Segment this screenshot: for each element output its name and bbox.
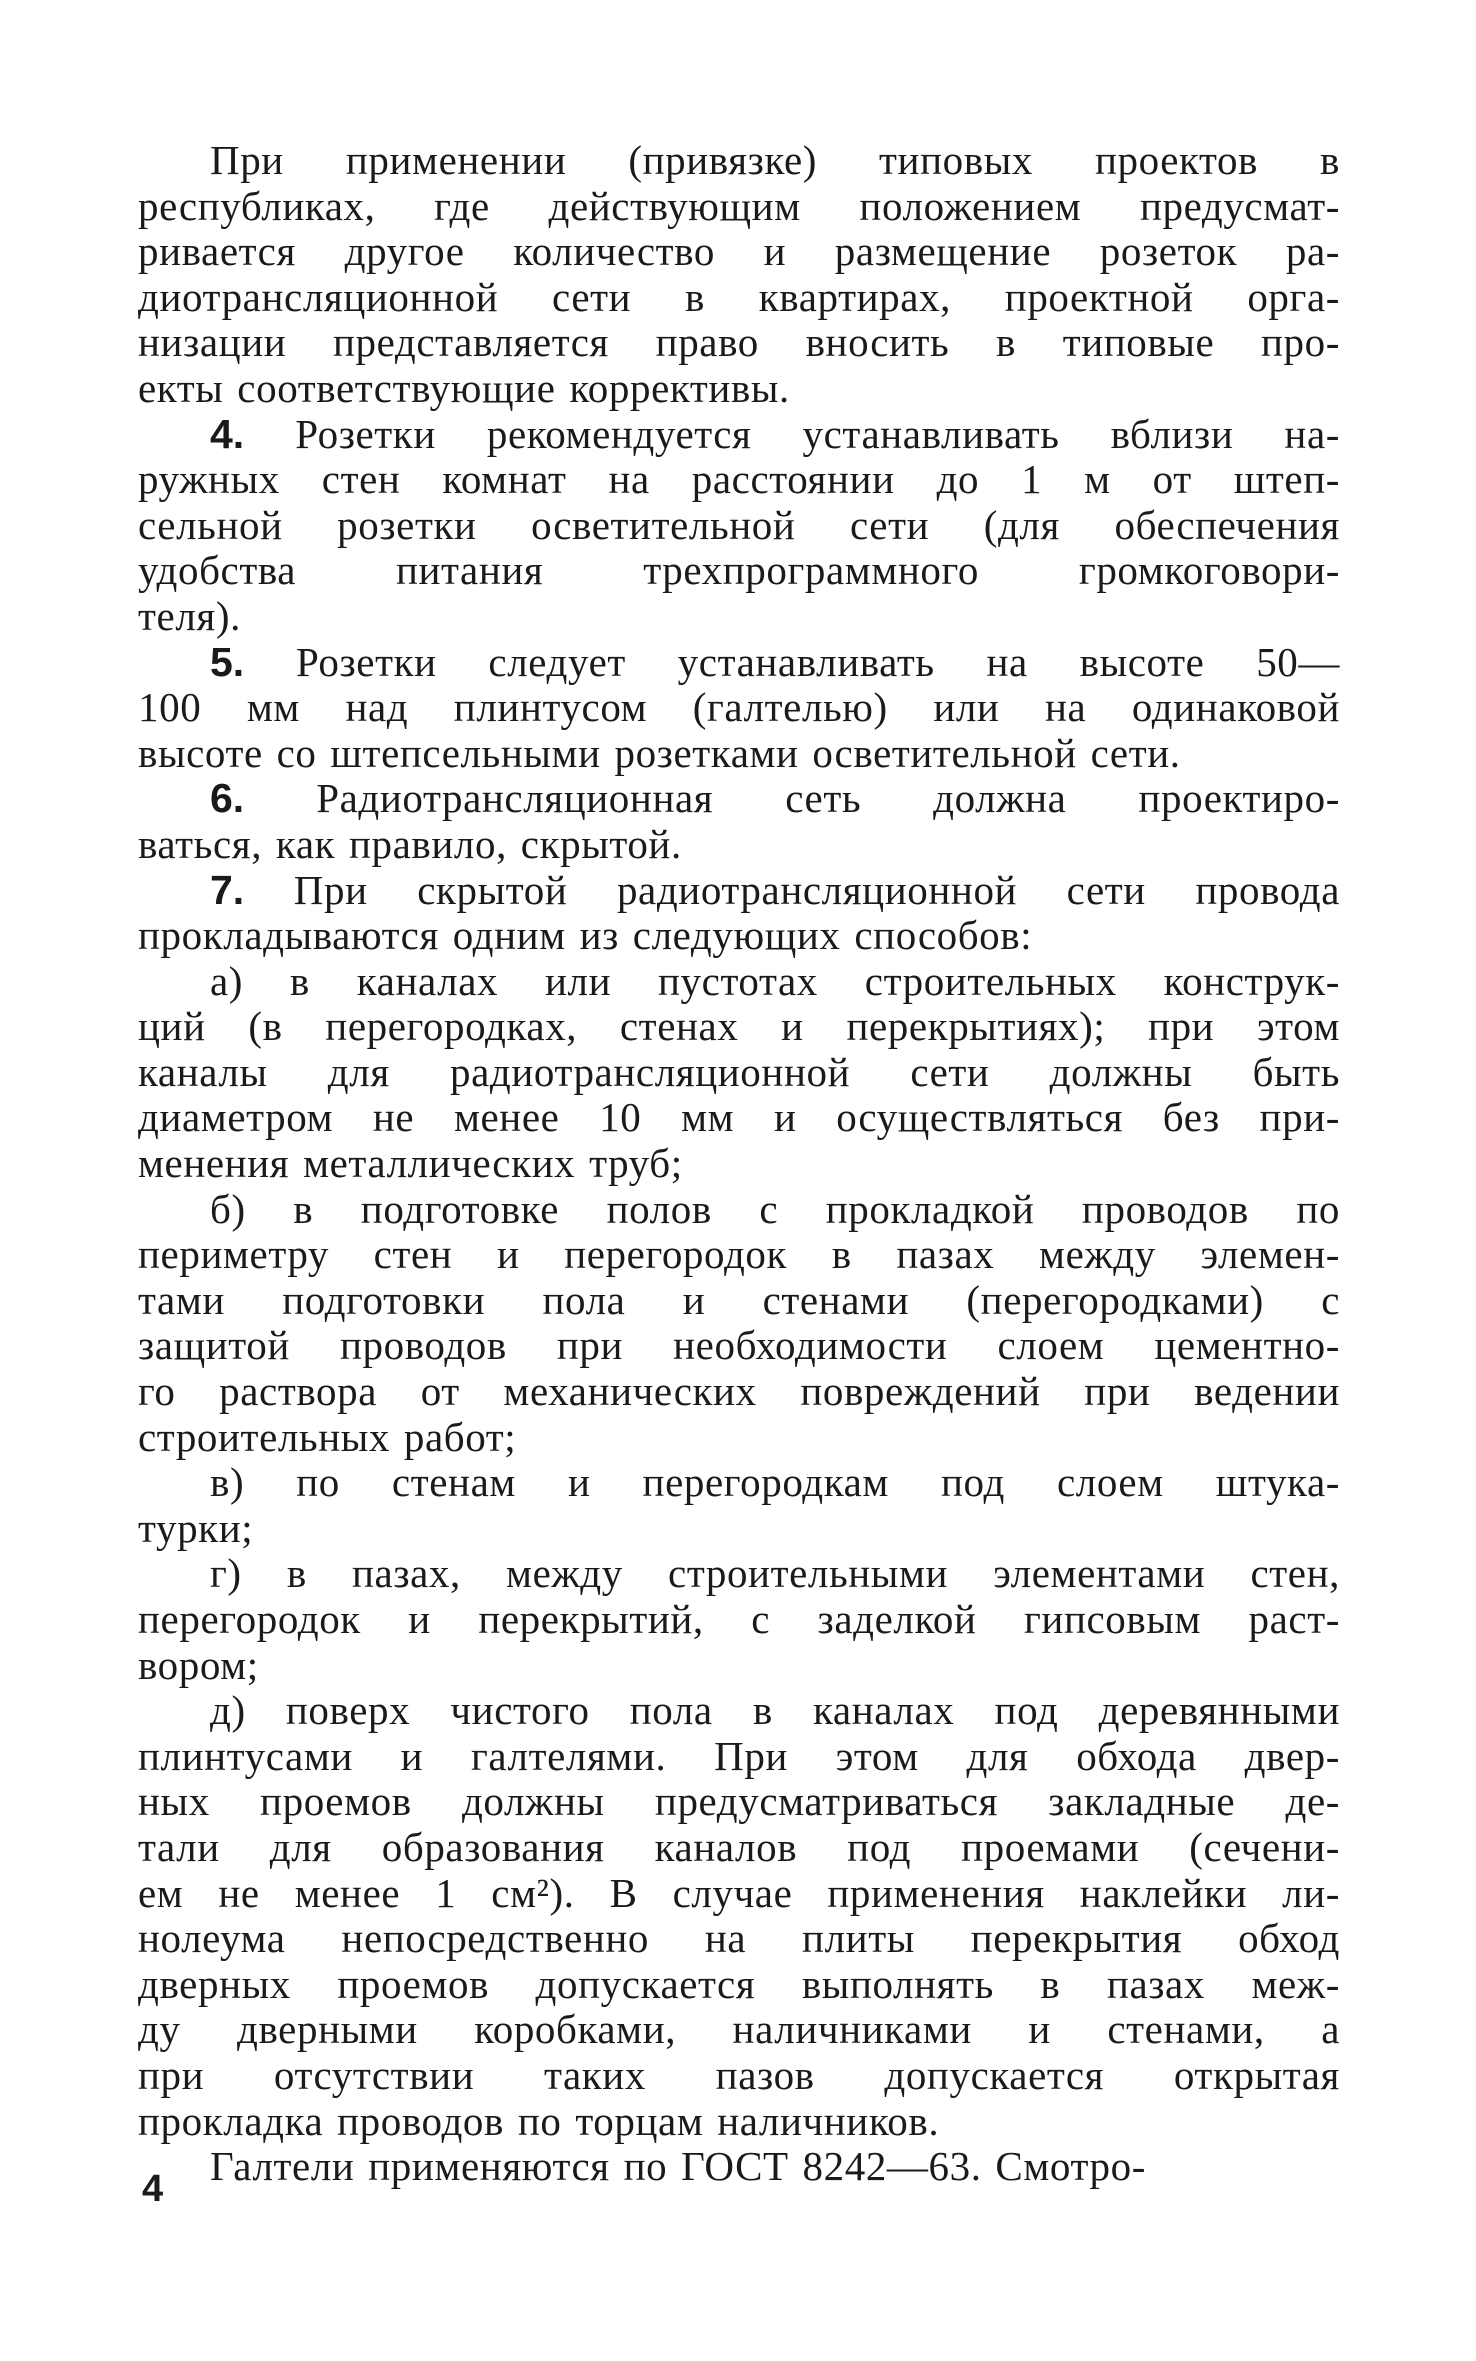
line-text: Розетки рекомендуется устанавливать вблизи на-	[244, 410, 1340, 457]
text-line	[138, 1506, 1340, 1552]
line-text: менения металлических труб;	[138, 1140, 683, 1187]
paragraph	[138, 776, 1340, 867]
page-number: 4	[142, 2168, 164, 2210]
line-text: вором;	[138, 1641, 259, 1688]
line-text: Розетки следует устанавливать на высоте 50—	[244, 638, 1340, 685]
line-text: диаметром не менее 10 мм и осуществляться без при-	[138, 1094, 1340, 1141]
line-text: периметру стен и перегородок в пазах между элемен-	[138, 1231, 1340, 1278]
text-line	[138, 1415, 1340, 1461]
text-line	[138, 1551, 1340, 1597]
text-line	[138, 1141, 1340, 1187]
line-text: в) по стенам и перегородкам под слоем штука-	[210, 1459, 1340, 1506]
text-line	[138, 913, 1340, 959]
line-text: г) в пазах, между строительными элементами стен,	[210, 1550, 1340, 1597]
item-number: 7.	[210, 866, 245, 913]
text-line	[138, 959, 1340, 1005]
text-line	[138, 2144, 1340, 2190]
line-text: нолеума непосредственно на плиты перекрытия обход	[138, 1915, 1340, 1962]
line-text: каналы для радиотрансляционной сети должны быть	[138, 1048, 1340, 1095]
text-line	[138, 1004, 1340, 1050]
paragraph	[138, 1551, 1340, 1688]
line-text: перегородок и перекрытий, с заделкой гипсовым раст-	[138, 1596, 1340, 1642]
line-text: При скрытой радиотрансляционной сети провода	[244, 866, 1340, 913]
line-text: высоте со штепсельными розетками осветительной сети.	[138, 729, 1181, 776]
item-number: 6.	[210, 775, 245, 822]
line-text: ных проемов должны предусматриваться закладные де-	[138, 1778, 1340, 1825]
text-line	[138, 1597, 1340, 1643]
line-text: ривается другое количество и размещение розеток ра-	[138, 228, 1340, 275]
line-text: екты соответствующие коррективы.	[138, 364, 790, 411]
text-line	[138, 1460, 1340, 1506]
text-line	[138, 640, 1340, 686]
text-line	[138, 822, 1340, 868]
text-line	[138, 1962, 1340, 2008]
text-line	[138, 1187, 1340, 1233]
text-line	[138, 594, 1340, 640]
line-text: 100 мм над плинтусом (галтелью) или на одинаковой	[138, 684, 1340, 731]
line-text: республиках, где действующим положением предусмат-	[138, 182, 1340, 229]
text-line	[138, 366, 1340, 412]
line-text: защитой проводов при необходимости слоем цементно-	[138, 1322, 1340, 1369]
text-line	[138, 548, 1340, 594]
paragraph	[138, 1187, 1340, 1461]
text-line	[138, 1095, 1340, 1141]
item-number: 5.	[210, 638, 245, 685]
line-text: прокладываются одним из следующих способов:	[138, 912, 1033, 959]
paragraph	[138, 2144, 1340, 2190]
item-number: 4.	[210, 410, 245, 457]
line-text: при отсутствии таких пазов допускается открытая	[138, 2051, 1340, 2098]
paragraph	[138, 640, 1340, 777]
text-line	[138, 1050, 1340, 1096]
line-text: б) в подготовке полов с прокладкой проводов по	[210, 1185, 1340, 1232]
text-line	[138, 1232, 1340, 1278]
line-text: тали для образования каналов под проемами (сечени-	[138, 1823, 1340, 1870]
text-line	[138, 1871, 1340, 1917]
line-text: диотрансляционной сети в квартирах, проектной орга-	[138, 273, 1340, 320]
text-line	[138, 685, 1340, 731]
line-text: теля).	[138, 592, 241, 639]
text-line	[138, 184, 1340, 230]
text-line	[138, 229, 1340, 275]
line-text: д) поверх чистого пола в каналах под деревянными	[210, 1687, 1340, 1734]
line-text: При применении (привязке) типовых проектов в	[210, 137, 1340, 183]
paragraph	[138, 412, 1340, 640]
line-text: низации представляется право вносить в типовые про-	[138, 319, 1340, 366]
line-text: ваться, как правило, скрытой.	[138, 820, 682, 867]
text-line	[138, 1688, 1340, 1734]
text-line	[138, 320, 1340, 366]
text-line	[138, 1643, 1340, 1689]
paragraph	[138, 1688, 1340, 2144]
line-text: прокладка проводов по торцам наличников.	[138, 2097, 940, 2144]
text-line	[138, 2007, 1340, 2053]
line-text: Радиотрансляционная сеть должна проектиро-	[244, 775, 1340, 822]
line-text: а) в каналах или пустотах строительных конструк-	[210, 957, 1340, 1004]
text-line	[138, 731, 1340, 777]
text-line	[138, 1779, 1340, 1825]
line-text: дверных проемов допускается выполнять в пазах меж-	[138, 1960, 1340, 2007]
line-text: сельной розетки осветительной сети (для обеспечения	[138, 501, 1340, 548]
line-text: строительных работ;	[138, 1413, 517, 1460]
line-text: ем не менее 1 см²). В случае применения наклейки ли-	[138, 1869, 1340, 1916]
text-line	[138, 412, 1340, 458]
paragraph	[138, 868, 1340, 959]
line-text: тами подготовки пола и стенами (перегородками) с	[138, 1276, 1340, 1323]
line-text: плинтусами и галтелями. При этом для обхода двер-	[138, 1732, 1340, 1779]
line-text: ду дверными коробками, наличниками и стенами, а	[138, 2006, 1340, 2053]
text-line	[138, 2053, 1340, 2099]
document-page	[138, 138, 1340, 2190]
text-line	[138, 1734, 1340, 1780]
line-text: ружных стен комнат на расстоянии до 1 м от штеп-	[138, 456, 1340, 503]
text-line	[138, 776, 1340, 822]
line-text: Галтели применяются по ГОСТ 8242—63. Смотро-	[210, 2143, 1146, 2190]
text-line	[138, 2099, 1340, 2145]
text-line	[138, 457, 1340, 503]
text-line	[138, 1916, 1340, 1962]
text-line	[138, 1278, 1340, 1324]
paragraph	[138, 138, 1340, 412]
text-line	[138, 1369, 1340, 1415]
text-line	[138, 138, 1340, 184]
paragraph	[138, 959, 1340, 1187]
text-line	[138, 1825, 1340, 1871]
paragraph	[138, 1460, 1340, 1551]
text-line	[138, 503, 1340, 549]
line-text: удобства питания трехпрограммного громкоговори-	[138, 547, 1340, 594]
line-text: ций (в перегородках, стенах и перекрытиях); при этом	[138, 1003, 1340, 1050]
text-line	[138, 275, 1340, 321]
text-line	[138, 868, 1340, 914]
text-line	[138, 1323, 1340, 1369]
line-text: турки;	[138, 1504, 254, 1551]
line-text: го раствора от механических повреждений при ведении	[138, 1368, 1340, 1415]
